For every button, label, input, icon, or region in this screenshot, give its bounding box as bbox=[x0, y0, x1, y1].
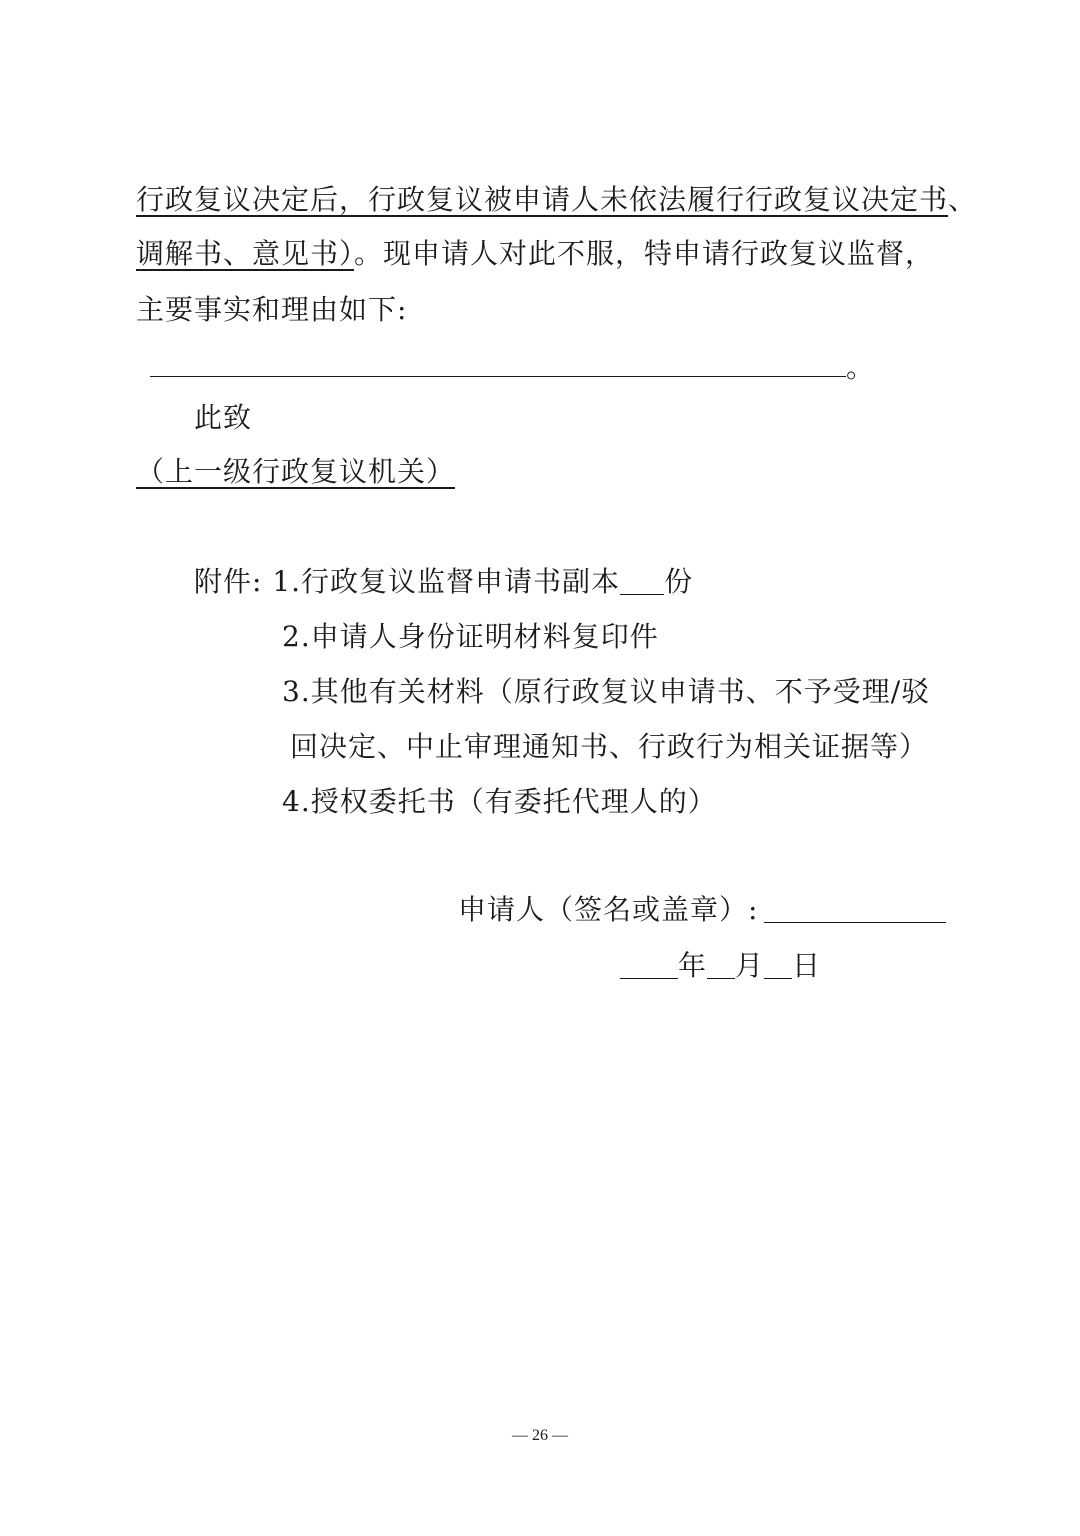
date-line: 年 月 日 bbox=[620, 946, 821, 986]
underlined-text: 调解书、意见书） bbox=[136, 237, 355, 270]
signature-label: 申请人（签名或盖章）: bbox=[458, 893, 759, 926]
paragraph-line-2 bbox=[136, 234, 934, 274]
attachments-label: 附件: bbox=[194, 565, 263, 598]
day-blank bbox=[764, 950, 792, 979]
facts-line-end: 。 bbox=[846, 351, 876, 384]
copies-blank bbox=[620, 566, 664, 595]
facts-blank-line bbox=[150, 376, 846, 377]
year-blank bbox=[620, 950, 678, 979]
underlined-text: 行政复议决定后，行政复议被申请人未依法履行行政复议决定书 bbox=[136, 183, 949, 216]
attachments-item-3-line-2: 回决定、中止审理通知书、行政行为相关证据等） bbox=[290, 730, 929, 763]
attachments-item-1: 附件: 1.行政复议监督申请书副本 份 bbox=[194, 565, 694, 598]
paragraph-line-3 bbox=[136, 290, 407, 330]
salutation: 此致 bbox=[194, 401, 253, 434]
page-number: — 26 — bbox=[512, 1427, 568, 1444]
month-blank bbox=[707, 950, 735, 979]
signature-line bbox=[458, 890, 758, 930]
text: 。现申请人对此不服，特申请行政复议监督， bbox=[354, 237, 935, 270]
recipient: （上一级行政复议机关） bbox=[136, 455, 456, 488]
paragraph-line-1 bbox=[136, 180, 977, 220]
attachments-item-4: 4.授权委托书（有委托代理人的） bbox=[282, 785, 717, 818]
text: 、 bbox=[948, 183, 978, 216]
attachments-item-3-line-1: 3.其他有关材料（原行政复议申请书、不予受理/驳 bbox=[282, 675, 931, 708]
signature-blank bbox=[764, 922, 946, 923]
attachments-item-2: 2.申请人身份证明材料复印件 bbox=[282, 620, 659, 653]
text: 主要事实和理由如下: bbox=[136, 293, 408, 326]
